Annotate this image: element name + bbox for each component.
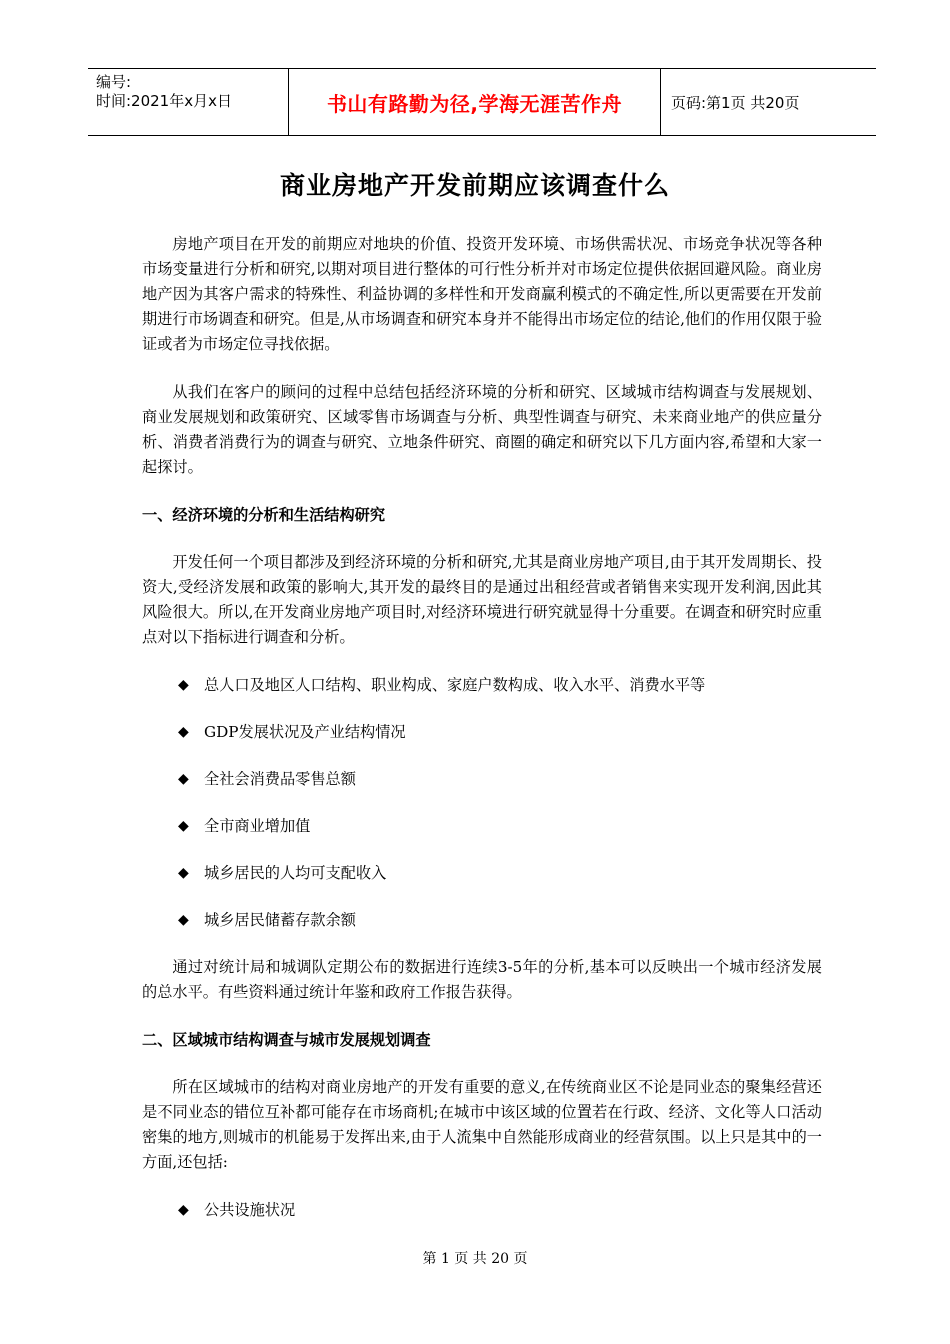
- diamond-icon: ◆: [178, 677, 189, 693]
- document-title: 商业房地产开发前期应该调查什么: [279, 171, 670, 200]
- page-header: [88, 68, 876, 136]
- page-label: 页码:第1页 共20页: [671, 93, 800, 112]
- list-item: [178, 908, 822, 933]
- list-item: [178, 720, 822, 745]
- list-item: [178, 1198, 822, 1223]
- list-item-text: 公共设施状况: [204, 1201, 296, 1219]
- document-body: [142, 232, 822, 1245]
- intro-paragraph-2: 从我们在客户的顾问的过程中总结包括经济环境的分析和研究、区域城市结构调查与发展规划、商业发展规划和政策研究、区域零售市场调查与分析、典型性调查与研究、未来商业地产的供应量分析、消费者消费行为的调查与研究、立地条件研究、商圈的确定和研究以下几方面内容,希望和大家一起探讨。: [142, 383, 822, 476]
- list-item-text: 全市商业增加值: [204, 817, 311, 835]
- list-item: [178, 673, 822, 698]
- header-motto-cell: [288, 69, 661, 135]
- page-footer: 第 1 页 共 20 页: [422, 1251, 528, 1267]
- section-1-paragraph: 开发任何一个项目都涉及到经济环境的分析和研究,尤其是商业房地产项目,由于其开发周期长、投资大,受经济发展和政策的影响大,其开发的最终目的是通过出租经营或者销售来实现开发利润,因此其风险很大。所以,在开发商业房地产项目时,对经济环境进行研究就显得十分重要。在调查和研究时应重点对以下指标进行调查和分析。: [142, 553, 822, 646]
- section-2-paragraph: 所在区域城市的结构对商业房地产的开发有重要的意义,在传统商业区不论是同业态的聚集经营还是不同业态的错位互补都可能存在市场商机;在城市中该区域的位置若在行政、经济、文化等人口活动密集的地方,则城市的机能易于发挥出来,由于人流集中自然能形成商业的经营氛围。以上只是其中的一方面,还包括:: [142, 1078, 822, 1171]
- list-item: [178, 861, 822, 886]
- diamond-icon: ◆: [178, 724, 189, 740]
- list-item-text: 全社会消费品零售总额: [204, 770, 356, 788]
- diamond-icon: ◆: [178, 771, 189, 787]
- list-item-text: 总人口及地区人口结构、职业构成、家庭户数构成、收入水平、消费水平等: [204, 676, 706, 694]
- list-item: [178, 814, 822, 839]
- motto-text: 书山有路勤为径,学海无涯苦作舟: [326, 91, 623, 116]
- section-1-closing: 通过对统计局和城调队定期公布的数据进行连续3-5年的分析,基本可以反映出一个城市经济发展的总水平。有些资料通过统计年鉴和政府工作报告获得。: [142, 958, 822, 1001]
- section-2-heading: 二、区域城市结构调查与城市发展规划调查: [142, 1031, 431, 1049]
- header-page-cell: [661, 69, 876, 135]
- diamond-icon: ◆: [178, 1202, 189, 1218]
- diamond-icon: ◆: [178, 865, 189, 881]
- number-label: 编号:: [96, 73, 132, 91]
- list-item-text: GDP发展状况及产业结构情况: [204, 723, 406, 741]
- diamond-icon: ◆: [178, 818, 189, 834]
- list-item-text: 城乡居民的人均可支配收入: [204, 864, 387, 882]
- list-item-text: 城乡居民储蓄存款余额: [204, 911, 356, 929]
- intro-paragraph-1: 房地产项目在开发的前期应对地块的价值、投资开发环境、市场供需状况、市场竞争状况等各种市场变量进行分析和研究,以期对项目进行整体的可行性分析并对市场定位提供依据回避风险。商业房地产因为其客户需求的特殊性、利益协调的多样性和开发商赢利模式的不确定性,所以更需要在开发前期进行市场调查和研究。但是,从市场调查和研究本身并不能得出市场定位的结论,他们的作用仅限于验证或者为市场定位寻找依据。: [142, 235, 822, 353]
- list-item: [178, 767, 822, 792]
- section-1-heading: 一、经济环境的分析和生活结构研究: [142, 506, 385, 524]
- time-label: 时间:2021年x月x日: [96, 92, 232, 110]
- diamond-icon: ◆: [178, 912, 189, 928]
- header-meta: [88, 69, 288, 135]
